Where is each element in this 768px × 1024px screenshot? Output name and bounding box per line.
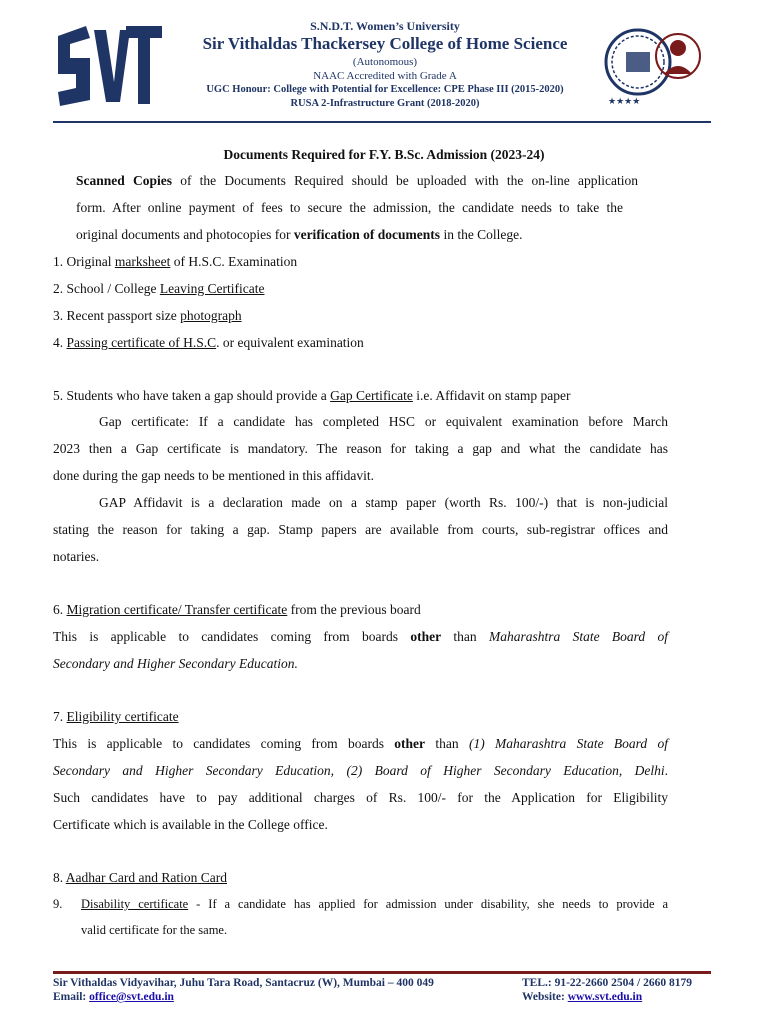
svg-text:★★★★: ★★★★ bbox=[608, 97, 641, 107]
svt-logo bbox=[56, 22, 164, 108]
eligibility-line-4: Certificate which is available in the College office. bbox=[53, 817, 328, 832]
list-item-photograph: 3. Recent passport size photograph bbox=[53, 308, 242, 323]
naac-label: NAAC Accredited with Grade A bbox=[313, 70, 457, 82]
intro-line-3: original documents and photocopies for verification of documents in the College. bbox=[76, 227, 523, 242]
document-title: Documents Required for F.Y. B.Sc. Admission (2023-24) bbox=[223, 147, 545, 162]
gap-para-2-line-3: notaries. bbox=[53, 549, 100, 564]
list-item-marksheet: 1. Original marksheet of H.S.C. Examination bbox=[53, 254, 298, 269]
gap-para-1-line-3: done during the gap needs to be mentioned in this affidavit. bbox=[53, 468, 375, 483]
disability-line-2: valid certificate for the same. bbox=[81, 923, 228, 937]
gap-para-2-line-2: stating the reason for taking a gap. Stamp papers are available from courts, sub-registrar offices and bbox=[53, 522, 668, 537]
eligibility-line-1: This is applicable to candidates coming from boards other than (1) Maharashtra State Board of bbox=[53, 736, 668, 751]
migration-line-2: Secondary and Higher Secondary Education. bbox=[53, 656, 298, 671]
list-item-passing-certificate: 4. Passing certificate of H.S.C. or equivalent examination bbox=[53, 335, 364, 350]
website-link[interactable]: www.svt.edu.in bbox=[567, 991, 643, 1003]
list-item-eligibility-certificate: 7. Eligibility certificate bbox=[53, 709, 179, 724]
eligibility-line-2: Secondary and Higher Secondary Education, (2) Board of Higher Secondary Education, Delhi. bbox=[53, 763, 668, 778]
disability-line-1: Disability certificate - If a candidate has applied for admission under disability, she needs to provide a bbox=[81, 897, 669, 911]
list-item-number-9: 9. bbox=[53, 897, 63, 911]
email-link[interactable]: office@svt.edu.in bbox=[89, 991, 174, 1003]
eligibility-line-3: Such candidates have to pay additional charges of Rs. 100/- for the Application for Eligibility bbox=[53, 790, 668, 805]
ugc-label: UGC Honour: College with Potential for Excellence: CPE Phase III (2015-2020) bbox=[206, 84, 564, 95]
list-item-migration-certificate: 6. Migration certificate/ Transfer certificate from the previous board bbox=[53, 602, 421, 617]
migration-line-1: This is applicable to candidates coming from boards other than Maharashtra State Board of bbox=[53, 629, 668, 644]
university-name: S.N.D.T. Women’s University bbox=[310, 19, 460, 33]
sndt-seal-logo bbox=[600, 18, 718, 110]
list-item-aadhar-ration: 8. Aadhar Card and Ration Card bbox=[53, 870, 227, 885]
footer-email: Email: office@svt.edu.in bbox=[53, 991, 174, 1003]
intro-line-1: Scanned Copies of the Documents Required should be uploaded with the on-line application bbox=[76, 173, 638, 188]
header-text-block bbox=[170, 19, 600, 111]
autonomous-label: (Autonomous) bbox=[352, 56, 418, 68]
list-item-gap-certificate: 5. Students who have taken a gap should provide a Gap Certificate i.e. Affidavit on stamp paper bbox=[53, 388, 571, 403]
gap-para-1-line-1: Gap certificate: If a candidate has completed HSC or equivalent examination before March bbox=[99, 414, 668, 429]
college-name: Sir Vithaldas Thackersey College of Home Science bbox=[202, 34, 568, 53]
header-divider bbox=[53, 121, 711, 123]
rusa-label: RUSA 2-Infrastructure Grant (2018-2020) bbox=[290, 98, 480, 109]
footer-website: Website: www.svt.edu.in bbox=[522, 991, 643, 1003]
footer-divider bbox=[53, 971, 711, 974]
list-item-leaving-certificate: 2. School / College Leaving Certificate bbox=[53, 281, 265, 296]
gap-para-2-line-1: GAP Affidavit is a declaration made on a stamp paper (worth Rs. 100/-) that is non-judicial bbox=[99, 495, 668, 510]
footer-telephone: TEL.: 91-22-2660 2504 / 2660 8179 bbox=[522, 977, 692, 989]
footer-address: Sir Vithaldas Vidyavihar, Juhu Tara Road, Santacruz (W), Mumbai – 400 049 bbox=[53, 977, 434, 989]
gap-para-1-line-2: 2023 then a Gap certificate is mandatory. The reason for taking a gap and what the candidate has bbox=[53, 441, 668, 456]
intro-line-2: form. After online payment of fees to secure the admission, the candidate needs to take the bbox=[76, 200, 623, 215]
